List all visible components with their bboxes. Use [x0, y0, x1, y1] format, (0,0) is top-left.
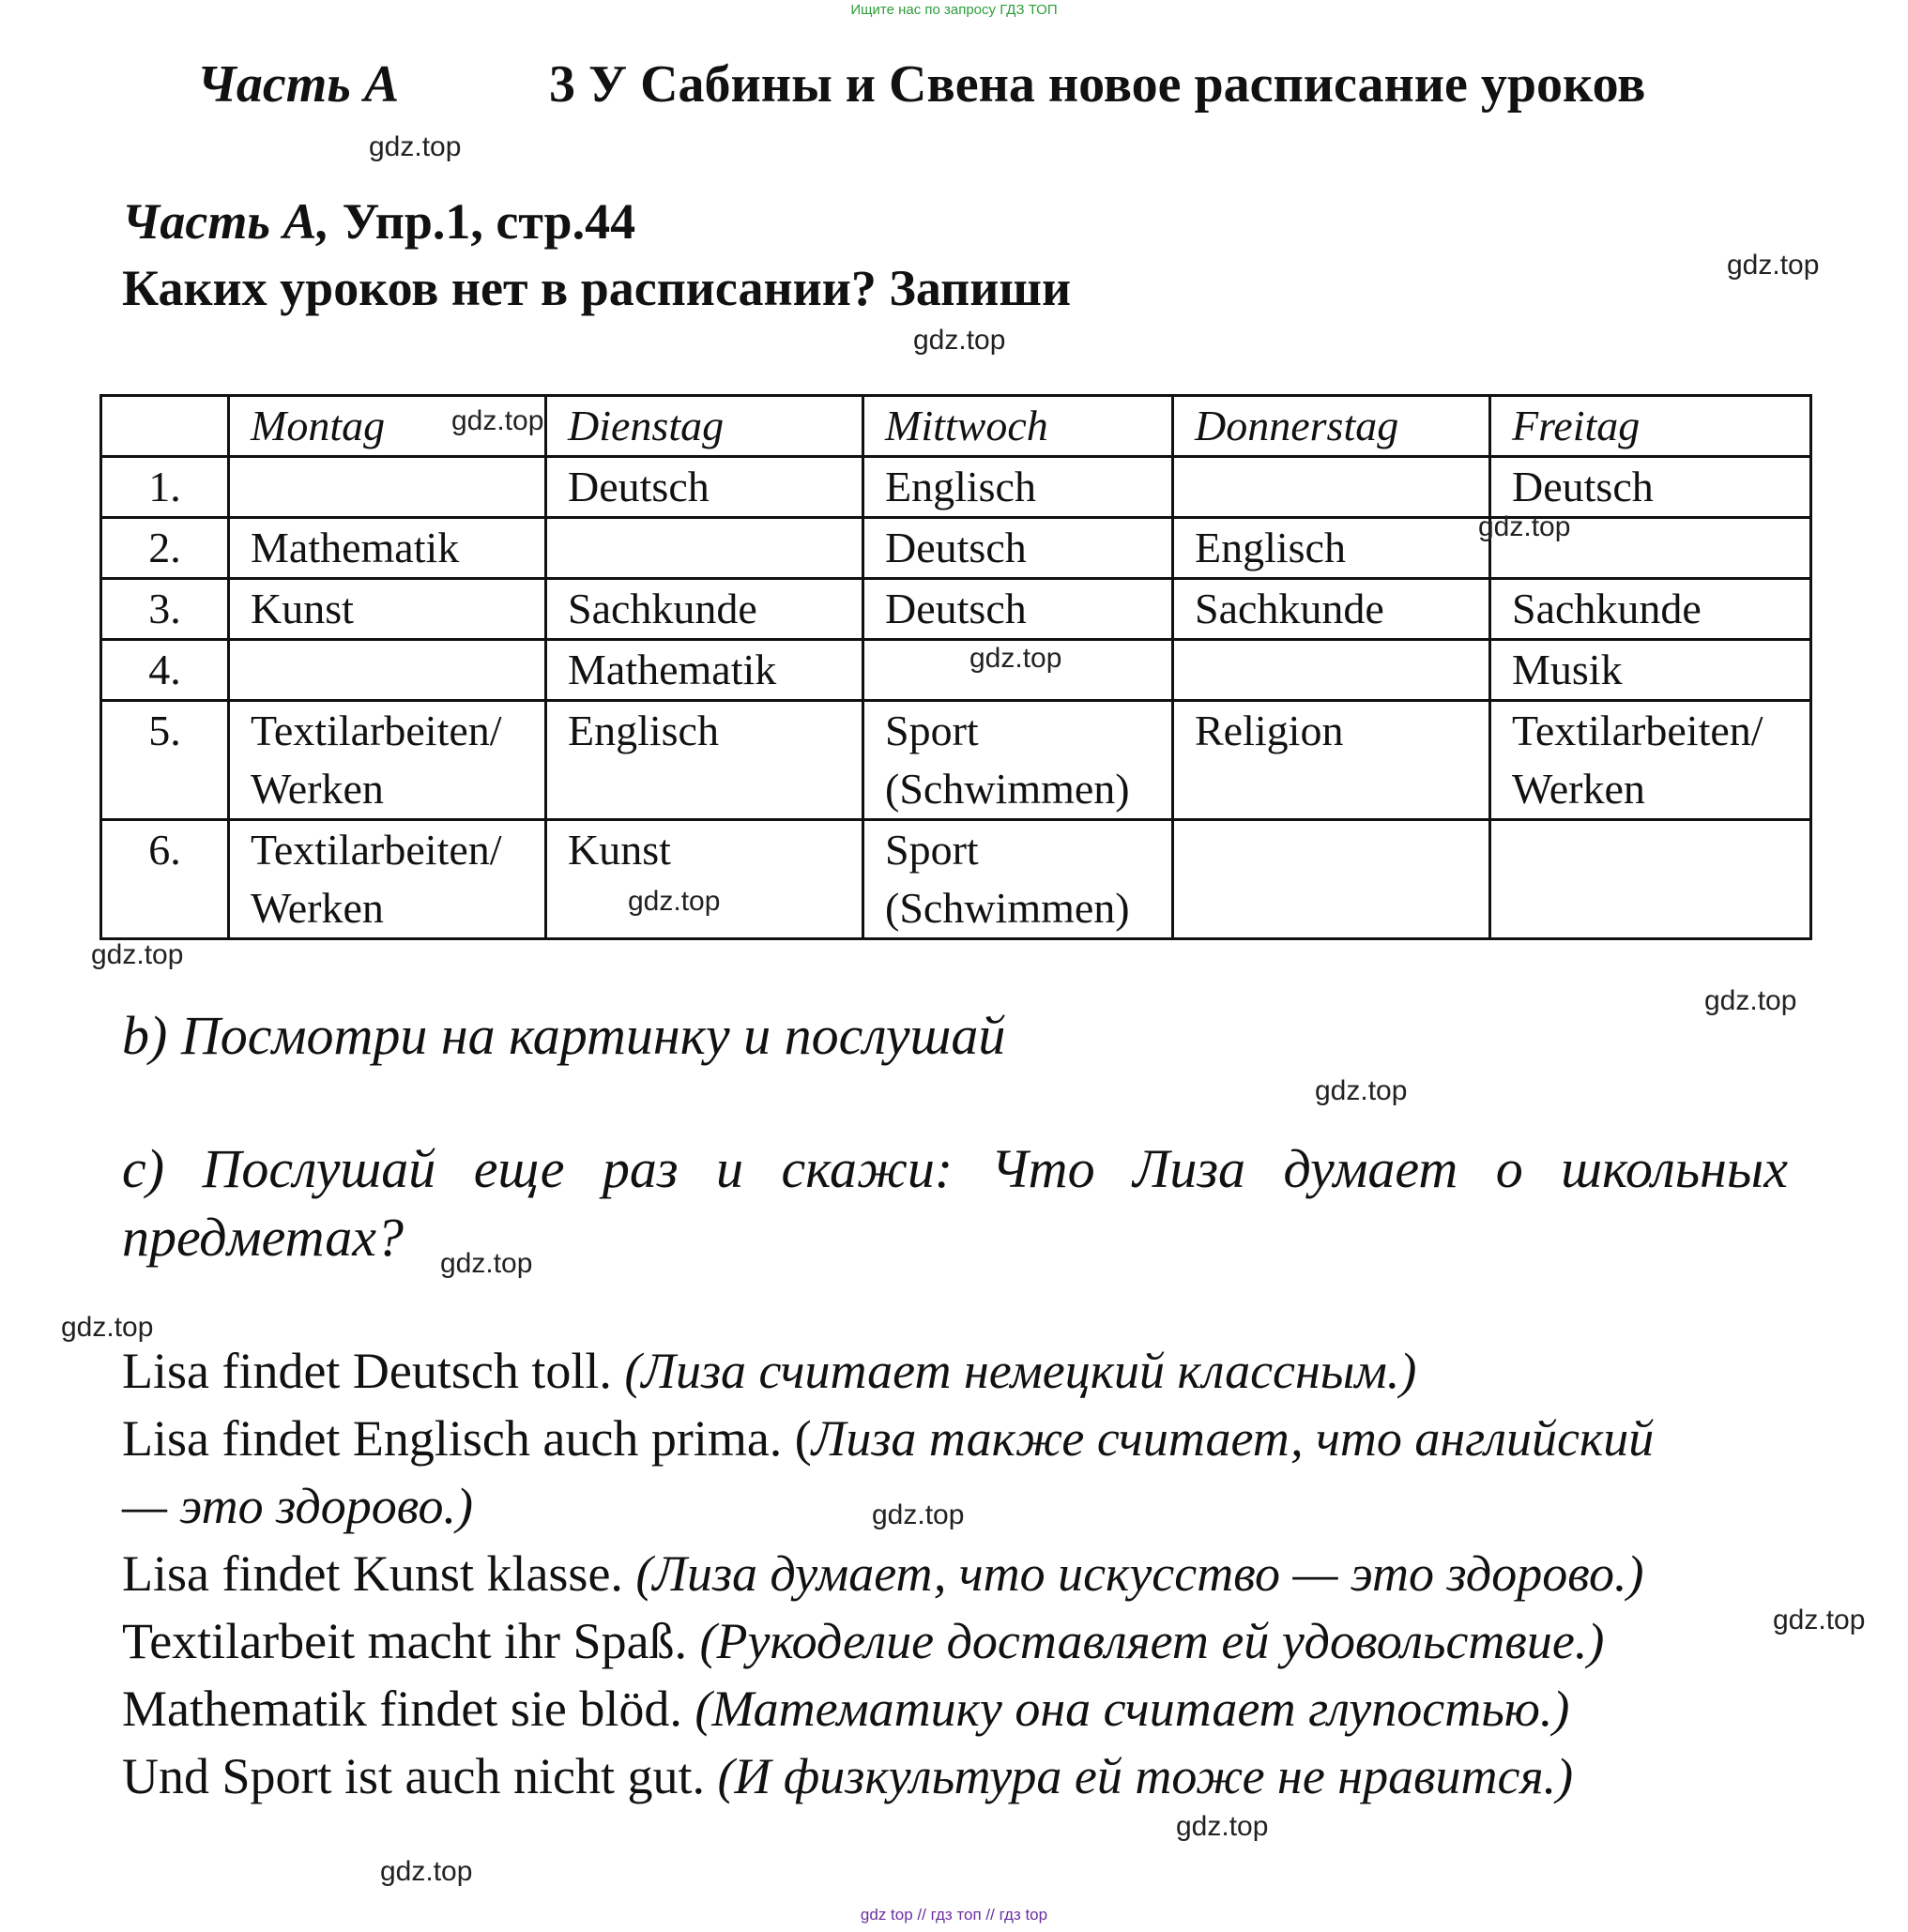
schedule-cell: Sachkunde	[1490, 579, 1811, 640]
day-header: Mittwoch	[863, 396, 1173, 457]
schedule-corner-cell	[101, 396, 229, 457]
exercise-question: Каких уроков нет в расписании? Запиши	[122, 260, 1072, 316]
task-c-line1: c) Послушай еще раз и скажи: Что Лиза думает о школьных	[122, 1138, 1788, 1199]
watermark: gdz.top	[440, 1248, 533, 1279]
lesson-number: 4.	[101, 640, 229, 701]
schedule-cell	[1490, 820, 1811, 939]
schedule-row	[101, 579, 1811, 640]
day-header: Montag	[229, 396, 546, 457]
task-b: b) Посмотри на картинку и послушай	[122, 1005, 1006, 1066]
top-banner: Ищите нас по запросу ГДЗ ТОП	[850, 2, 1058, 18]
schedule-row	[101, 457, 1811, 518]
watermark: gdz.top	[1478, 511, 1571, 542]
schedule-header-row	[101, 396, 1811, 457]
exercise-part: Часть А,	[122, 193, 330, 250]
answer-line-3: Lisa findet Kunst klasse. (Лиза думает, что искусство — это здорово.)	[122, 1545, 1644, 1602]
watermark: gdz.top	[969, 643, 1062, 674]
schedule-cell: Englisch	[863, 457, 1173, 518]
answer-line-2: Lisa findet Englisch auch prima. (Лиза также считает, что английский	[122, 1410, 1655, 1467]
schedule-cell: Sachkunde	[546, 579, 863, 640]
schedule-row	[101, 820, 1811, 939]
schedule-cell: Textilarbeiten/ Werken	[229, 701, 546, 820]
lesson-number: 6.	[101, 820, 229, 939]
day-header: Donnerstag	[1173, 396, 1490, 457]
answer-line-1: Lisa findet Deutsch toll. (Лиза считает немецкий классным.)	[122, 1343, 1417, 1399]
schedule-cell: Textilarbeiten/ Werken	[1490, 701, 1811, 820]
footer-links: gdz top // гдз топ // гдз top	[860, 1906, 1048, 1924]
schedule-cell: Textilarbeiten/ Werken	[229, 820, 546, 939]
schedule-cell: Religion	[1173, 701, 1490, 820]
watermark: gdz.top	[1176, 1811, 1269, 1842]
schedule-cell: Sachkunde	[1173, 579, 1490, 640]
watermark: gdz.top	[872, 1499, 965, 1530]
watermark: gdz.top	[369, 131, 462, 162]
schedule-cell: Sport (Schwimmen)	[863, 820, 1173, 939]
lesson-number: 1.	[101, 457, 229, 518]
watermark: gdz.top	[913, 325, 1006, 356]
schedule-cell	[229, 457, 546, 518]
schedule-cell: Deutsch	[863, 579, 1173, 640]
schedule-cell: Deutsch	[863, 518, 1173, 579]
schedule-cell: Englisch	[546, 701, 863, 820]
schedule-row	[101, 701, 1811, 820]
schedule-cell	[1173, 820, 1490, 939]
task-c-line2: предметах?	[122, 1207, 404, 1268]
watermark: gdz.top	[380, 1856, 473, 1887]
schedule-cell: Musik	[1490, 640, 1811, 701]
schedule-table	[99, 394, 1812, 940]
watermark: gdz.top	[1773, 1605, 1866, 1635]
schedule-cell	[1173, 640, 1490, 701]
schedule-cell: Mathematik	[546, 640, 863, 701]
watermark: gdz.top	[628, 886, 721, 917]
schedule-cell	[546, 518, 863, 579]
schedule-cell: Deutsch	[546, 457, 863, 518]
chapter-title: 3 У Сабины и Свена новое расписание уроков	[549, 55, 1646, 114]
exercise-reference	[122, 192, 635, 251]
answer-line-2-cont: — это здорово.)	[122, 1478, 473, 1534]
schedule-cell: Mathematik	[229, 518, 546, 579]
part-label: Часть А	[197, 55, 400, 114]
answer-line-5: Mathematik findet sie blöd. (Математику она считает глупостью.)	[122, 1681, 1570, 1737]
watermark: gdz.top	[451, 405, 544, 436]
answer-line-6: Und Sport ist auch nicht gut. (И физкультура ей тоже не нравится.)	[122, 1748, 1574, 1804]
lesson-number: 3.	[101, 579, 229, 640]
watermark: gdz.top	[61, 1312, 154, 1343]
watermark: gdz.top	[1704, 985, 1797, 1016]
day-header: Freitag	[1490, 396, 1811, 457]
watermark: gdz.top	[1727, 250, 1820, 281]
schedule-cell: Englisch	[1173, 518, 1490, 579]
schedule-cell	[1173, 457, 1490, 518]
schedule-cell: Kunst	[546, 820, 863, 939]
exercise-number-page: Упр.1, стр.44	[329, 193, 636, 250]
day-header: Dienstag	[546, 396, 863, 457]
schedule-cell: Deutsch	[1490, 457, 1811, 518]
schedule-row	[101, 640, 1811, 701]
schedule-cell: Sport (Schwimmen)	[863, 701, 1173, 820]
watermark: gdz.top	[1315, 1075, 1408, 1106]
schedule-cell: Kunst	[229, 579, 546, 640]
lesson-number: 2.	[101, 518, 229, 579]
lesson-number: 5.	[101, 701, 229, 820]
watermark: gdz.top	[91, 939, 184, 970]
schedule-cell	[229, 640, 546, 701]
answer-line-4: Textilarbeit macht ihr Spaß. (Рукоделие доставляет ей удовольствие.)	[122, 1613, 1605, 1669]
